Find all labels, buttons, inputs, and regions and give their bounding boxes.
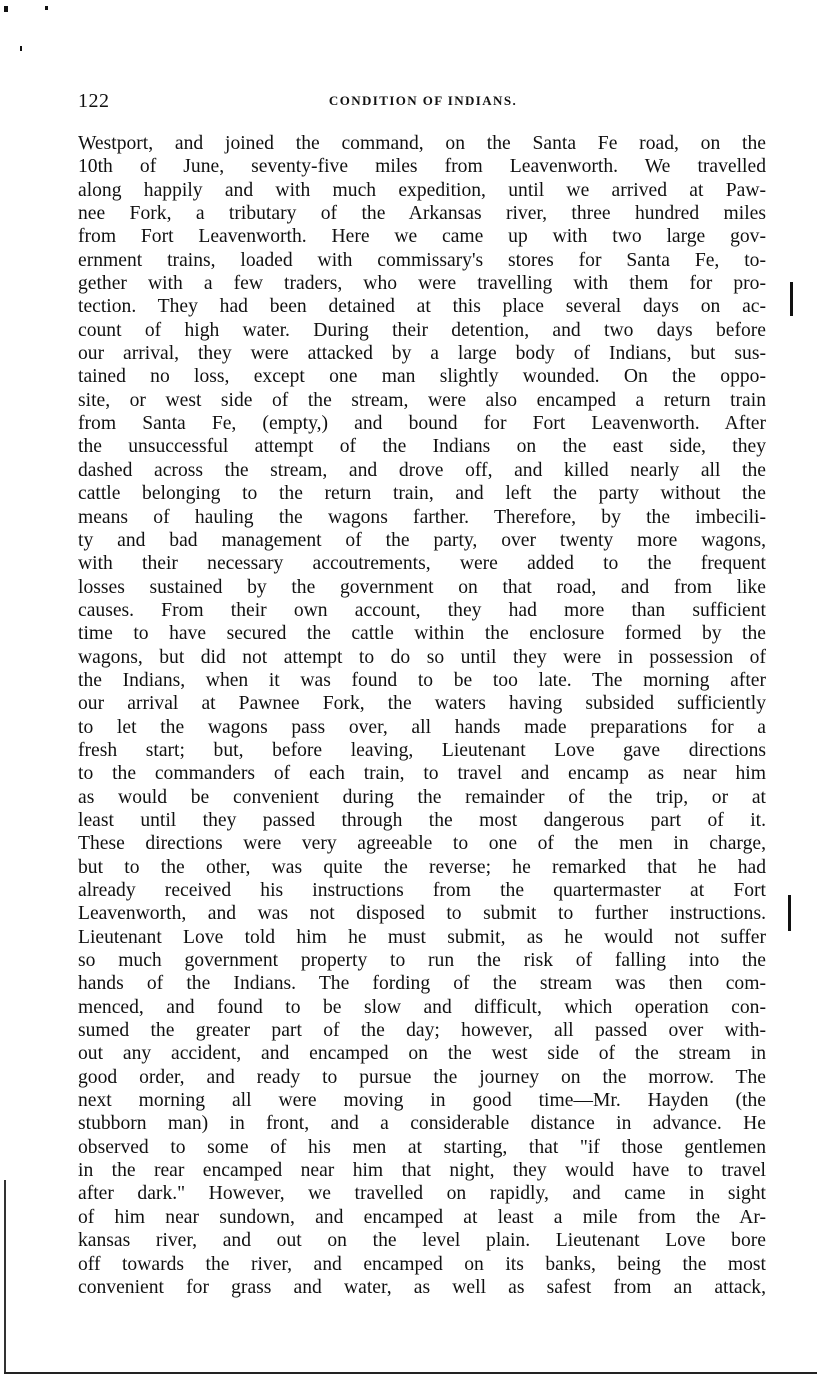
text-line: in the rear encamped near him that night, they would have to travel (78, 1160, 766, 1182)
text-line: Westport, and joined the command, on the Santa Fe road, on the (78, 133, 766, 154)
text-line: our arrival at Pawnee Fork, the waters having subsided sufficiently (78, 693, 766, 715)
text-line: ernment trains, loaded with commissary's stores for Santa Fe, to- (78, 249, 766, 271)
margin-speck (788, 895, 791, 931)
text-line: already received his instructions from the quartermaster at Fort (78, 880, 766, 901)
text-line: with their necessary accoutrements, were added to the frequent (78, 553, 766, 575)
text-line: along happily and with much expedition, until we arrived at Paw- (78, 179, 766, 201)
text-line: time to have secured the cattle within the enclosure formed by the (78, 623, 766, 645)
running-head: CONDITION OF INDIANS. (328, 93, 518, 108)
text-line: as would be convenient during the remainder of the trip, or at (78, 786, 766, 808)
text-line: stubborn man) in front, and a considerable distance in advance. He (78, 1113, 766, 1135)
text-line: least until they passed through the most dangerous part of it. (78, 809, 766, 831)
text-line: the Indians, when it was found to be too late. The morning after (78, 669, 766, 691)
text-line: site, or west side of the stream, were also encamped a return train (78, 389, 766, 411)
text-line: kansas river, and out on the level plain. Lieutenant Love bore (78, 1230, 766, 1252)
margin-speck (790, 282, 793, 316)
text-line: the unsuccessful attempt of the Indians on the east side, they (78, 436, 766, 458)
page-bottom-edge (4, 1372, 817, 1374)
text-line: dashed across the stream, and drove off, and killed nearly all the (78, 459, 766, 481)
text-line: ty and bad management of the party, over twenty more wagons, (78, 529, 766, 551)
text-line: Lieutenant Love told him he must submit, as he would not suffer (78, 926, 766, 948)
text-line: sumed the greater part of the day; however, all passed over with- (78, 1020, 766, 1042)
text-line: Leavenworth, and was not disposed to submit to further instructions. (78, 903, 766, 925)
text-line: losses sustained by the government on that road, and from like (78, 576, 766, 598)
text-line: from Fort Leavenworth. Here we came up with two large gov- (78, 226, 766, 248)
text-line: to let the wagons pass over, all hands made preparations for a (78, 716, 766, 738)
text-line: causes. From their own account, they had more than sufficient (78, 599, 766, 621)
body-text (78, 132, 766, 1299)
text-line: next morning all were moving in good time—Mr. Hayden (the (78, 1090, 766, 1112)
page-number: 122 (78, 90, 110, 112)
text-line: gether with a few traders, who were travelling with them for pro- (78, 273, 766, 295)
text-line: nee Fork, a tributary of the Arkansas river, three hundred miles (78, 203, 766, 225)
text-line: 10th of June, seventy-five miles from Leavenworth. We travelled (78, 156, 766, 178)
text-line: our arrival, they were attacked by a large body of Indians, but sus- (78, 343, 766, 365)
text-line: good order, and ready to pursue the journey on the morrow. The (78, 1066, 766, 1088)
margin-speck (45, 6, 48, 10)
text-line: after dark." However, we travelled on rapidly, and came in sight (78, 1183, 766, 1205)
text-line: from Santa Fe, (empty,) and bound for Fort Leavenworth. After (78, 413, 766, 435)
text-line: fresh start; but, before leaving, Lieutenant Love gave directions (78, 739, 766, 761)
text-line: of him near sundown, and encamped at least a mile from the Ar- (78, 1206, 766, 1228)
text-line: These directions were very agreeable to one of the men in charge, (78, 833, 766, 855)
text-line: hands of the Indians. The fording of the stream was then com- (78, 973, 766, 995)
text-line: tained no loss, except one man slightly wounded. On the oppo- (78, 366, 766, 388)
text-line: tection. They had been detained at this place several days on ac- (78, 296, 766, 318)
margin-speck (20, 46, 22, 51)
page-header (78, 88, 768, 114)
text-line: wagons, but did not attempt to do so until they were in possession of (78, 646, 766, 668)
text-line: cattle belonging to the return train, and left the party without the (78, 483, 766, 505)
page-edge-line (4, 1180, 6, 1374)
text-line: so much government property to run the risk of falling into the (78, 950, 766, 972)
text-line: off towards the river, and encamped on its banks, being the most (78, 1253, 766, 1275)
text-line: but to the other, was quite the reverse; he remarked that he had (78, 856, 766, 878)
margin-speck (4, 6, 8, 12)
text-line: count of high water. During their detention, and two days before (78, 319, 766, 341)
text-line: means of hauling the wagons farther. Therefore, by the imbecili- (78, 506, 766, 528)
text-line: convenient for grass and water, as well as safest from an attack, (78, 1276, 766, 1298)
text-line: to the commanders of each train, to travel and encamp as near him (78, 763, 766, 785)
text-line: observed to some of his men at starting, that "if those gentlemen (78, 1136, 766, 1158)
text-line: menced, and found to be slow and difficult, which operation con- (78, 996, 766, 1018)
text-line: out any accident, and encamped on the west side of the stream in (78, 1043, 766, 1065)
